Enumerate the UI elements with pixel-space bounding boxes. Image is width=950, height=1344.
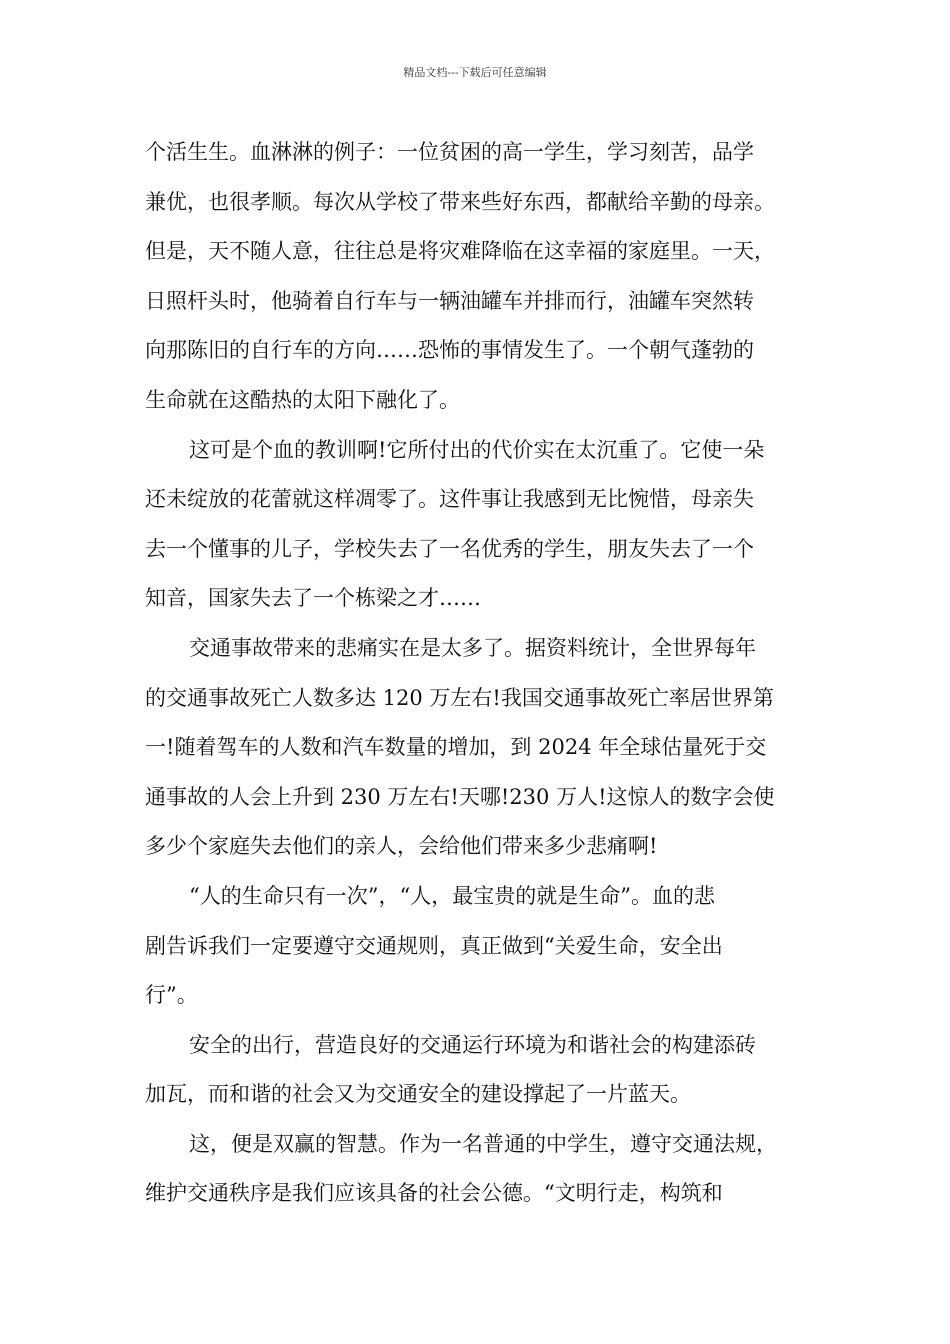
document-body [145, 128, 830, 1219]
text-line: 向那陈旧的自行车的方向……恐怖的事情发生了。一个朝气蓬勃的 [145, 338, 754, 363]
page-header: 精品文档---下载后可任意编辑 [403, 66, 547, 79]
text-line: 的交通事故死亡人数多达 120 万左右!我国交通事故死亡率居世界第 [145, 685, 774, 710]
text-line: 个活生生。血淋淋的例子：一位贫困的高一学生，学习刻苦，品学 [145, 140, 754, 164]
paragraph-first-line: 这可是个血的教训啊!它所付出的代价实在太沉重了。它使一朵 [189, 437, 765, 462]
text-line: 但是，天不随人意，往往总是将灾难降临在这幸福的家庭里。一天， [145, 239, 775, 264]
text-line: 加瓦，而和谐的社会又为交通安全的建设撑起了一片蓝天。 [145, 1082, 691, 1107]
text-line: 知音，国家失去了一个栋梁之才…… [145, 586, 481, 611]
text-line: 多少个家庭失去他们的亲人，会给他们带来多少悲痛啊! [145, 834, 658, 859]
text-line: 通事故的人会上升到 230 万左右!天哪!230 万人!这惊人的数字会使 [145, 784, 775, 809]
paragraph-first-line: 这，便是双赢的智慧。作为一名普通的中学生，遵守交通法规， [189, 1131, 777, 1156]
text-line: 行”。 [145, 983, 198, 1008]
text-line: 生命就在这酷热的太阳下融化了。 [145, 387, 460, 412]
text-line: 剧告诉我们一定要遵守交通规则，真正做到“关爱生命，安全出 [145, 933, 723, 958]
text-line: 一!随着驾车的人数和汽车数量的增加，到 2024 年全球估量死于交 [145, 735, 767, 760]
text-line: 维护交通秩序是我们应该具备的社会公德。“文明行走，构筑和 [145, 1181, 723, 1206]
text-line: 还未绽放的花蕾就这样凋零了。这件事让我感到无比惋惜，母亲失 [145, 487, 754, 512]
paragraph-first-line: 交通事故带来的悲痛实在是太多了。据资料统计，全世界每年 [189, 635, 756, 660]
text-line: 日照杆头时，他骑着自行车与一辆油罐车并排而行，油罐车突然转 [145, 288, 754, 313]
text-line: 去一个懂事的儿子，学校失去了一名优秀的学生，朋友失去了一个 [145, 536, 754, 561]
paragraph-first-line: “人的生命只有一次”，“人，最宝贵的就是生命”。血的悲 [189, 883, 715, 908]
text-line: 兼优，也很孝顺。每次从学校了带来些好东西，都献给辛勤的母亲。 [145, 189, 775, 214]
paragraph-first-line: 安全的出行，营造良好的交通运行环境为和谐社会的构建添砖 [189, 1032, 756, 1057]
